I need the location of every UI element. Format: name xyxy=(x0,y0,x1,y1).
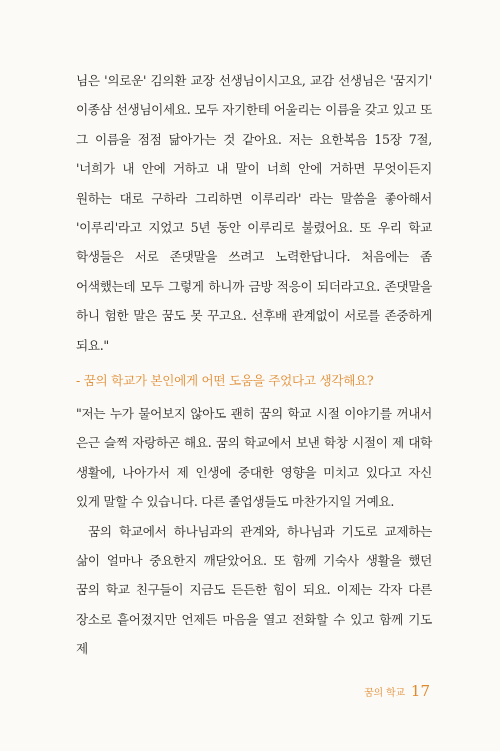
paragraph-answer-continued: 꿈의 학교에서 하나님과의 관계와, 하나님과 기도로 교제하는 삶이 얼마나 중요한지 깨닫았어요. 또 함께 기숙사 생활을 했던 꿈의 학교 친구들이 지금도 든든한 힘이 되요. 이제는 각자 다른 장소로 흩어졌지만 언제든 마음을 열고 전화할 수 있고 함께 기도 제 xyxy=(76,523,432,657)
body-text-lower xyxy=(76,399,432,664)
page-number: 17 xyxy=(410,682,430,700)
interview-question: - 꿈의 학교가 본인에게 어떤 도움을 주었다고 생각해요? xyxy=(76,373,374,388)
body-text-upper xyxy=(76,66,432,360)
running-footer-title: 꿈의 학교 xyxy=(364,688,405,699)
paragraph-answer-start: "저는 누가 물어보지 않아도 괜히 꿈의 학교 시절 이야기를 꺼내서 은근 슬쩍 자랑하곤 해요. 꿈의 학교에서 보낸 학창 시절이 제 대학 생활에, 나아가서 제 인생에 중대한 영향을 미치고 있다고 자신 있게 말할 수 있습니다. 다른 졸업생들도 마찬가지일 거예요. xyxy=(76,406,432,510)
paragraph-interview-answer: 님은 '의로운' 김의환 교장 선생님이시고요, 교감 선생님은 '꿈지기' 이종삼 선생님이세요. 모두 자기한테 어울리는 이름을 갖고 있고 또 그 이름을 점점 닮아가는 것 같아요. 저는 요한복음 15장 7절, '너희가 내 안에 거하고 내 말이 너희 안에 거하면 무엇이든지 원하는 대로 구하라 그리하면 이루리라' 라는 말씀을 좋아해서 '이루리'라고 지었고 5년 동안 이루리로 불렸어요. 또 우리 학교 학생들은 서로 존댓말을 쓰려고 노력한답니다. 처음에는 좀 어색했는데 모두 그렇게 하니까 금방 적응이 되더라고요. 존댓말을 하니 험한 말은 꿈도 못 꾸고요. 선후배 관계없이 서로를 존중하게 되요." xyxy=(76,73,432,353)
page-footer xyxy=(364,682,430,700)
